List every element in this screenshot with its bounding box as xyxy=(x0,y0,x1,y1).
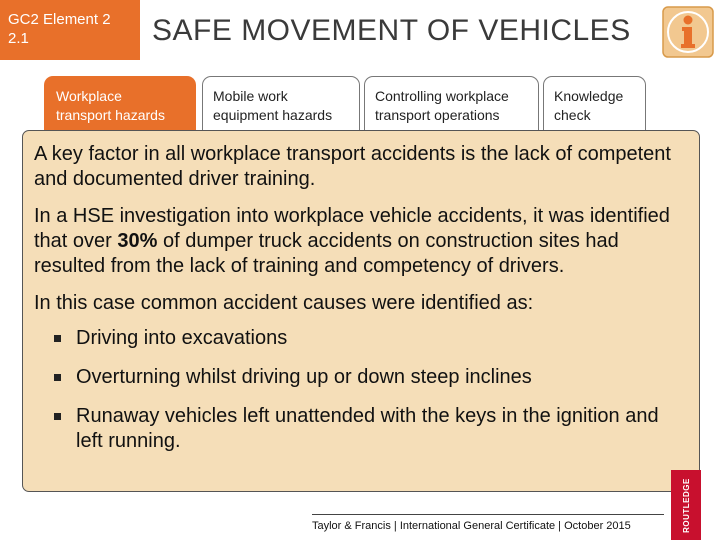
footer-credit: Taylor & Francis | International General Certificate | October 2015 xyxy=(312,520,631,532)
element-section: 2.1 xyxy=(8,30,29,47)
list-item xyxy=(34,365,683,390)
square-bullet-icon xyxy=(54,413,61,420)
footer-divider xyxy=(312,514,664,515)
list-item-text: Overturning whilst driving up or down steep inclines xyxy=(76,366,532,388)
list-item xyxy=(34,326,683,351)
page-title: SAFE MOVEMENT OF VEHICLES xyxy=(152,14,631,47)
square-bullet-icon xyxy=(54,374,61,381)
statistic-paragraph xyxy=(34,204,683,279)
statistic-text-end: of dumper truck accidents on construction sites had resulted from the lack of training and competency of drivers. xyxy=(34,230,619,277)
tab-label-line2: transport operations xyxy=(375,107,500,123)
info-i-logo-icon xyxy=(662,6,714,58)
publisher-name: ROUTLEDGE xyxy=(681,477,691,533)
tab-controlling-workplace-transport-operations[interactable] xyxy=(364,76,539,132)
tab-label-line1: Controlling workplace xyxy=(375,88,509,104)
tab-label-line1: Knowledge xyxy=(554,88,624,104)
tab-label-line1: Mobile work xyxy=(213,88,288,104)
statistic-text-start: In a HSE investigation into workplace vehicle accidents, it was identified that over xyxy=(34,205,670,252)
tab-label-line2: equipment hazards xyxy=(213,107,333,123)
intro-paragraph: A key factor in all workplace transport accidents is the lack of competent and documented driver training. xyxy=(34,143,671,190)
causes-intro: In this case common accident causes were identified as: xyxy=(34,292,534,314)
statistic-highlight: 30% xyxy=(117,230,158,252)
publisher-logo xyxy=(671,470,701,540)
publisher-wordmark xyxy=(671,470,701,540)
tab-workplace-transport-hazards[interactable] xyxy=(44,76,196,132)
element-code: GC2 Element 2 xyxy=(8,11,111,28)
list-item-text: Runaway vehicles left unattended with the keys in the ignition and left running. xyxy=(76,405,659,452)
tab-knowledge-check[interactable] xyxy=(543,76,646,132)
tab-label-line1: Workplace xyxy=(56,88,122,104)
list-item xyxy=(34,404,683,454)
list-item-text: Driving into excavations xyxy=(76,327,288,349)
tab-label-line2: check xyxy=(554,107,591,123)
tab-label-line2: transport hazards xyxy=(56,107,165,123)
tab-mobile-work-equipment-hazards[interactable] xyxy=(202,76,360,132)
content-panel xyxy=(22,130,700,492)
causes-list xyxy=(34,326,683,454)
square-bullet-icon xyxy=(54,335,61,342)
element-badge xyxy=(0,0,140,60)
